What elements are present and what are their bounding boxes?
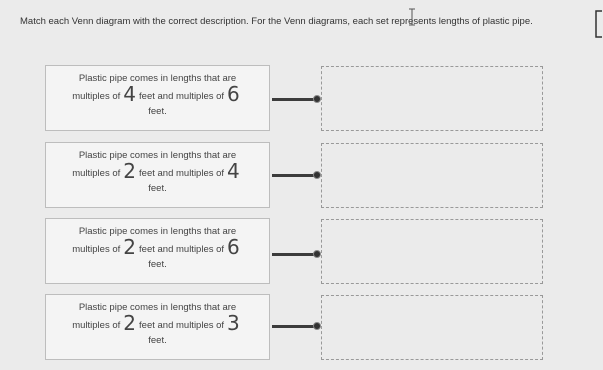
connector-handle-icon[interactable] [313,322,321,330]
second-number: 3 [227,311,240,335]
card-line-2 [46,237,269,260]
connector-handle-icon[interactable] [313,95,321,103]
card-line-3: feet. [148,335,167,346]
card-line-1: Plastic pipe comes in lengths that are [78,150,237,161]
connector-line [272,325,316,328]
card-line-2 [46,161,269,184]
card-prefix: multiples of [72,168,121,179]
description-card-3[interactable] [45,218,270,284]
card-middle: feet and multiples of [139,168,225,179]
connector-handle-icon[interactable] [313,250,321,258]
second-number: 4 [227,159,240,183]
connector-handle-3[interactable] [272,249,322,259]
drop-zone-3[interactable] [321,219,543,284]
drop-zone-1[interactable] [321,66,543,131]
card-line-3: feet. [148,259,167,270]
drop-zone-4[interactable] [321,295,543,360]
bracket-icon [593,10,603,38]
second-number: 6 [227,82,240,106]
first-number: 2 [123,235,137,259]
card-prefix: multiples of [72,320,121,331]
card-prefix: multiples of [72,91,121,102]
card-line-1: Plastic pipe comes in lengths that are [78,302,237,313]
card-line-2 [46,84,269,107]
card-prefix: multiples of [72,244,121,255]
card-line-2 [46,313,269,336]
card-middle: feet and multiples of [139,91,225,102]
connector-handle-4[interactable] [272,321,322,331]
card-line-3: feet. [148,183,167,194]
card-line-3: feet. [148,106,167,117]
first-number: 2 [123,159,137,183]
first-number: 2 [123,311,137,335]
connector-handle-icon[interactable] [313,171,321,179]
card-middle: feet and multiples of [139,320,225,331]
connector-line [272,98,316,101]
drop-zone-2[interactable] [321,143,543,208]
card-middle: feet and multiples of [139,244,225,255]
description-card-1[interactable] [45,65,270,131]
connector-line [272,253,316,256]
connector-handle-1[interactable] [272,94,322,104]
card-line-1: Plastic pipe comes in lengths that are [78,226,237,237]
second-number: 6 [227,235,240,259]
description-card-4[interactable] [45,294,270,360]
description-card-2[interactable] [45,142,270,208]
first-number: 4 [123,82,137,106]
card-line-1: Plastic pipe comes in lengths that are [78,73,237,84]
connector-handle-2[interactable] [272,170,322,180]
instructions: Match each Venn diagram with the correct description. For the Venn diagrams, each set represents lengths of plastic pipe. [20,16,533,27]
text-cursor-icon [408,8,416,26]
connector-line [272,174,316,177]
